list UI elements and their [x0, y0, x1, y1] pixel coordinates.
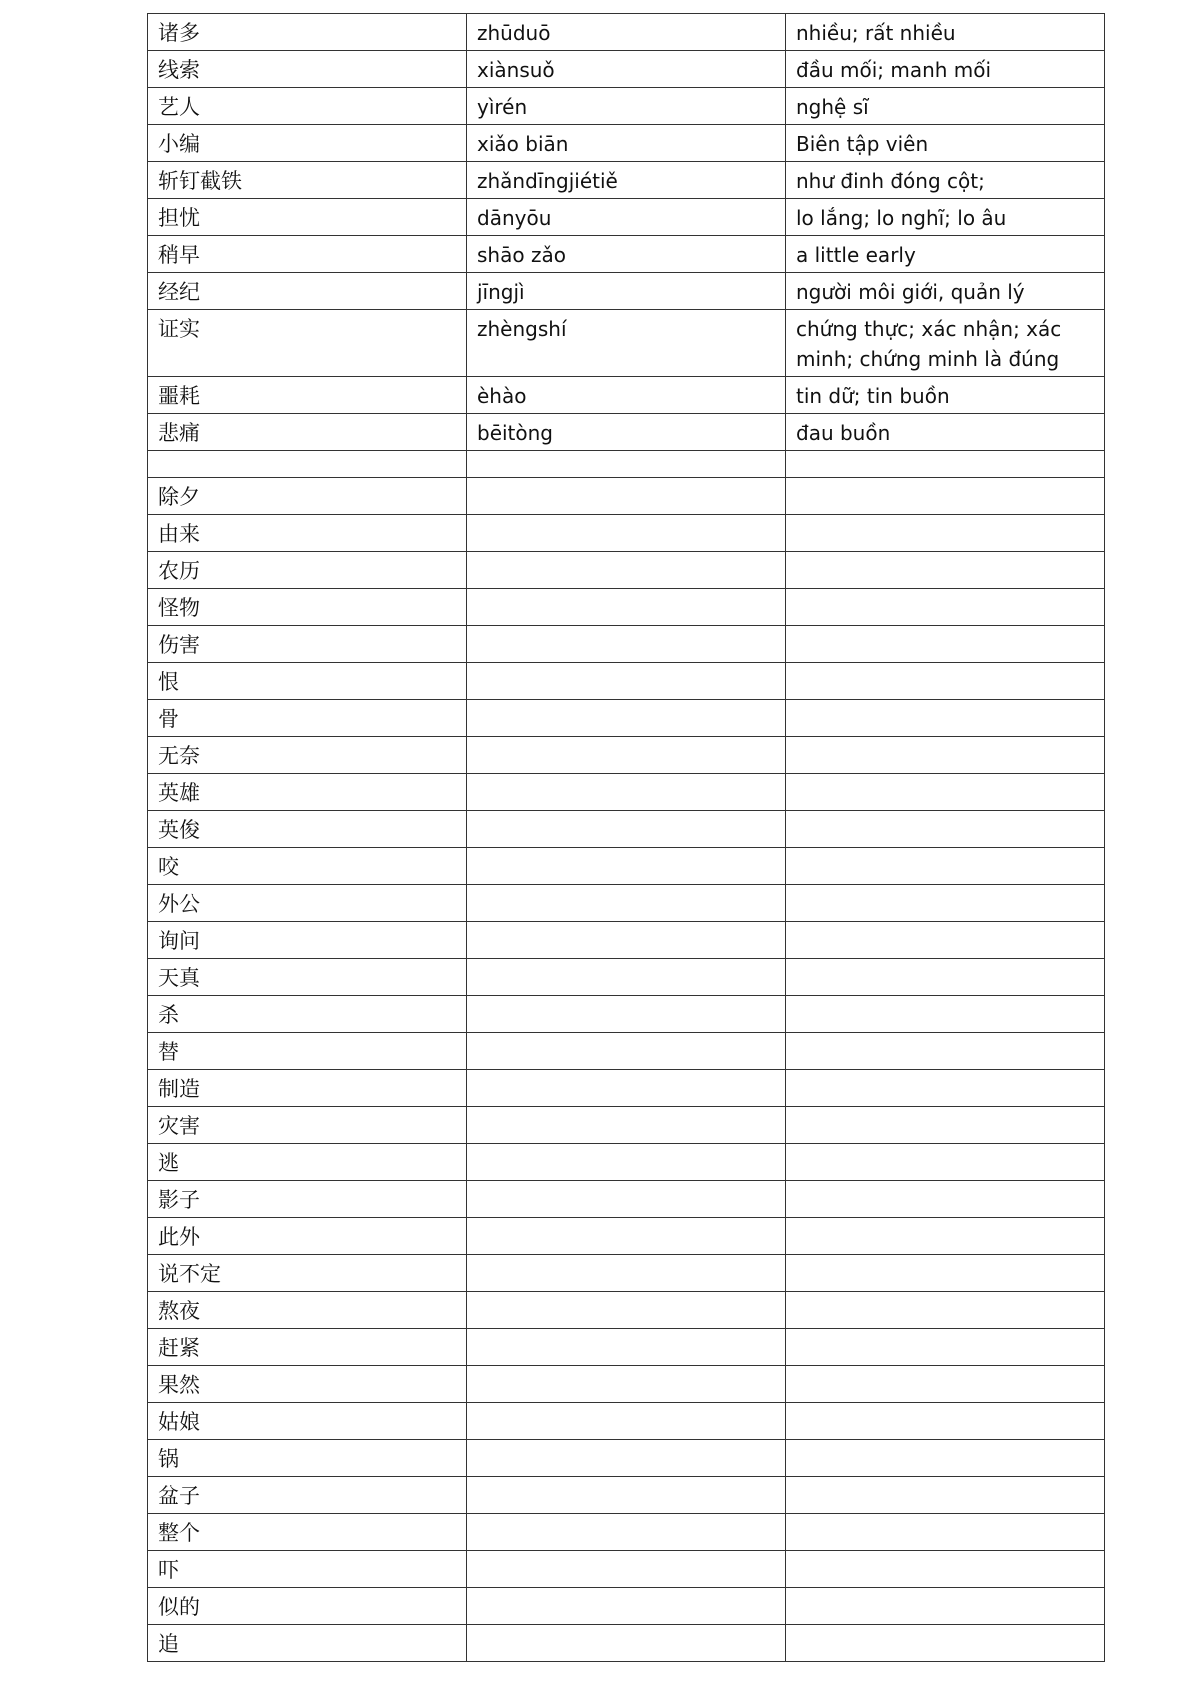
- meaning-cell: lo lắng; lo nghĩ; lo âu: [786, 199, 1105, 236]
- pinyin-cell: [467, 1218, 786, 1255]
- table-row: [148, 478, 1105, 515]
- meaning-cell: [786, 848, 1105, 885]
- table-row: [148, 1070, 1105, 1107]
- meaning-cell: [786, 1292, 1105, 1329]
- table-row: [148, 1107, 1105, 1144]
- pinyin-cell: [467, 1292, 786, 1329]
- meaning-cell: [786, 1107, 1105, 1144]
- hanzi-cell: 斩钉截铁: [148, 162, 467, 199]
- meaning-cell: nghệ sĩ: [786, 88, 1105, 125]
- pinyin-cell: [467, 1144, 786, 1181]
- meaning-cell: [786, 552, 1105, 589]
- hanzi-cell: 制造: [148, 1070, 467, 1107]
- table-row: [148, 1625, 1105, 1662]
- table-row: [148, 414, 1105, 451]
- table-row: [148, 774, 1105, 811]
- meaning-cell: [786, 1551, 1105, 1588]
- pinyin-cell: èhào: [467, 377, 786, 414]
- table-row: [148, 1033, 1105, 1070]
- table-row: [148, 1218, 1105, 1255]
- pinyin-cell: [467, 663, 786, 700]
- hanzi-cell: 艺人: [148, 88, 467, 125]
- hanzi-cell: 替: [148, 1033, 467, 1070]
- table-row: [148, 1403, 1105, 1440]
- hanzi-cell: 吓: [148, 1551, 467, 1588]
- pinyin-cell: [467, 478, 786, 515]
- hanzi-cell: 恨: [148, 663, 467, 700]
- meaning-cell: [786, 1218, 1105, 1255]
- table-row: [148, 1366, 1105, 1403]
- meaning-cell: [786, 1366, 1105, 1403]
- table-row: [148, 737, 1105, 774]
- hanzi-cell: 英俊: [148, 811, 467, 848]
- table-row: [148, 1144, 1105, 1181]
- meaning-cell: đau buồn: [786, 414, 1105, 451]
- pinyin-cell: xiànsuǒ: [467, 51, 786, 88]
- hanzi-cell: 询问: [148, 922, 467, 959]
- table-row: [148, 1551, 1105, 1588]
- pinyin-cell: [467, 552, 786, 589]
- table-row: [148, 451, 1105, 478]
- table-row: [148, 236, 1105, 273]
- hanzi-cell: 除夕: [148, 478, 467, 515]
- table-row: [148, 1181, 1105, 1218]
- table-row: [148, 162, 1105, 199]
- pinyin-cell: [467, 1181, 786, 1218]
- meaning-cell: [786, 737, 1105, 774]
- meaning-cell: chứng thực; xác nhận; xác minh; chứng minh là đúng: [786, 310, 1105, 377]
- hanzi-cell: 小编: [148, 125, 467, 162]
- hanzi-cell: 怪物: [148, 589, 467, 626]
- table-row: [148, 1292, 1105, 1329]
- meaning-cell: như đinh đóng cột;: [786, 162, 1105, 199]
- hanzi-cell: 稍早: [148, 236, 467, 273]
- pinyin-cell: [467, 811, 786, 848]
- pinyin-cell: xiǎo biān: [467, 125, 786, 162]
- pinyin-cell: [467, 1514, 786, 1551]
- table-row: [148, 552, 1105, 589]
- hanzi-cell: 似的: [148, 1588, 467, 1625]
- hanzi-cell: 果然: [148, 1366, 467, 1403]
- pinyin-cell: [467, 1625, 786, 1662]
- hanzi-cell: 熬夜: [148, 1292, 467, 1329]
- table-row: [148, 589, 1105, 626]
- hanzi-cell: 此外: [148, 1218, 467, 1255]
- hanzi-cell: 锅: [148, 1440, 467, 1477]
- vocabulary-table-body: [148, 14, 1105, 1662]
- table-row: [148, 663, 1105, 700]
- pinyin-cell: [467, 1107, 786, 1144]
- meaning-cell: [786, 1070, 1105, 1107]
- pinyin-cell: [467, 774, 786, 811]
- table-row: [148, 848, 1105, 885]
- table-row: [148, 310, 1105, 377]
- meaning-cell: [786, 515, 1105, 552]
- meaning-cell: [786, 885, 1105, 922]
- hanzi-cell: 经纪: [148, 273, 467, 310]
- table-row: [148, 1588, 1105, 1625]
- pinyin-cell: [467, 737, 786, 774]
- table-row: [148, 51, 1105, 88]
- pinyin-cell: [467, 1033, 786, 1070]
- pinyin-cell: [467, 515, 786, 552]
- hanzi-cell: 外公: [148, 885, 467, 922]
- pinyin-cell: [467, 959, 786, 996]
- hanzi-cell: 无奈: [148, 737, 467, 774]
- table-row: [148, 700, 1105, 737]
- hanzi-cell: 咬: [148, 848, 467, 885]
- meaning-cell: [786, 1440, 1105, 1477]
- pinyin-cell: [467, 1477, 786, 1514]
- meaning-cell: [786, 589, 1105, 626]
- pinyin-cell: [467, 1070, 786, 1107]
- meaning-cell: [786, 774, 1105, 811]
- meaning-cell: tin dữ; tin buồn: [786, 377, 1105, 414]
- table-row: [148, 377, 1105, 414]
- meaning-cell: [786, 996, 1105, 1033]
- table-row: [148, 626, 1105, 663]
- meaning-cell: [786, 478, 1105, 515]
- hanzi-cell: 悲痛: [148, 414, 467, 451]
- pinyin-cell: dānyōu: [467, 199, 786, 236]
- meaning-cell: [786, 1588, 1105, 1625]
- hanzi-cell: 说不定: [148, 1255, 467, 1292]
- pinyin-cell: zhèngshí: [467, 310, 786, 377]
- pinyin-cell: [467, 451, 786, 478]
- hanzi-cell: 线索: [148, 51, 467, 88]
- pinyin-cell: zhǎndīngjiétiě: [467, 162, 786, 199]
- pinyin-cell: [467, 1440, 786, 1477]
- pinyin-cell: [467, 1255, 786, 1292]
- hanzi-cell: 追: [148, 1625, 467, 1662]
- hanzi-cell: 赶紧: [148, 1329, 467, 1366]
- meaning-cell: nhiều; rất nhiều: [786, 14, 1105, 51]
- hanzi-cell: 农历: [148, 552, 467, 589]
- table-row: [148, 125, 1105, 162]
- hanzi-cell: [148, 451, 467, 478]
- hanzi-cell: 噩耗: [148, 377, 467, 414]
- meaning-cell: [786, 1477, 1105, 1514]
- pinyin-cell: yìrén: [467, 88, 786, 125]
- hanzi-cell: 伤害: [148, 626, 467, 663]
- table-row: [148, 88, 1105, 125]
- table-row: [148, 959, 1105, 996]
- meaning-cell: [786, 700, 1105, 737]
- hanzi-cell: 骨: [148, 700, 467, 737]
- table-row: [148, 14, 1105, 51]
- table-row: [148, 922, 1105, 959]
- hanzi-cell: 担忧: [148, 199, 467, 236]
- hanzi-cell: 杀: [148, 996, 467, 1033]
- pinyin-cell: [467, 1329, 786, 1366]
- table-row: [148, 811, 1105, 848]
- pinyin-cell: [467, 996, 786, 1033]
- meaning-cell: đầu mối; manh mối: [786, 51, 1105, 88]
- meaning-cell: a little early: [786, 236, 1105, 273]
- pinyin-cell: [467, 589, 786, 626]
- meaning-cell: [786, 1514, 1105, 1551]
- table-row: [148, 515, 1105, 552]
- meaning-cell: [786, 1329, 1105, 1366]
- pinyin-cell: zhūduō: [467, 14, 786, 51]
- hanzi-cell: 灾害: [148, 1107, 467, 1144]
- hanzi-cell: 证实: [148, 310, 467, 377]
- table-row: [148, 1477, 1105, 1514]
- pinyin-cell: [467, 922, 786, 959]
- hanzi-cell: 姑娘: [148, 1403, 467, 1440]
- meaning-cell: [786, 1181, 1105, 1218]
- meaning-cell: Biên tập viên: [786, 125, 1105, 162]
- pinyin-cell: [467, 1551, 786, 1588]
- pinyin-cell: [467, 1366, 786, 1403]
- pinyin-cell: [467, 1403, 786, 1440]
- meaning-cell: [786, 811, 1105, 848]
- table-row: [148, 199, 1105, 236]
- meaning-cell: [786, 959, 1105, 996]
- meaning-cell: [786, 1255, 1105, 1292]
- hanzi-cell: 由来: [148, 515, 467, 552]
- meaning-cell: [786, 922, 1105, 959]
- hanzi-cell: 整个: [148, 1514, 467, 1551]
- meaning-cell: người môi giới, quản lý: [786, 273, 1105, 310]
- pinyin-cell: [467, 885, 786, 922]
- hanzi-cell: 诸多: [148, 14, 467, 51]
- table-row: [148, 1440, 1105, 1477]
- hanzi-cell: 盆子: [148, 1477, 467, 1514]
- meaning-cell: [786, 663, 1105, 700]
- meaning-cell: [786, 1144, 1105, 1181]
- hanzi-cell: 影子: [148, 1181, 467, 1218]
- hanzi-cell: 天真: [148, 959, 467, 996]
- pinyin-cell: shāo zǎo: [467, 236, 786, 273]
- meaning-cell: [786, 451, 1105, 478]
- pinyin-cell: [467, 626, 786, 663]
- pinyin-cell: [467, 848, 786, 885]
- vocabulary-table: [147, 13, 1105, 1662]
- hanzi-cell: 逃: [148, 1144, 467, 1181]
- meaning-cell: [786, 626, 1105, 663]
- hanzi-cell: 英雄: [148, 774, 467, 811]
- table-row: [148, 1514, 1105, 1551]
- pinyin-cell: [467, 700, 786, 737]
- table-row: [148, 273, 1105, 310]
- meaning-cell: [786, 1403, 1105, 1440]
- table-row: [148, 1329, 1105, 1366]
- table-row: [148, 996, 1105, 1033]
- pinyin-cell: [467, 1588, 786, 1625]
- pinyin-cell: bēitòng: [467, 414, 786, 451]
- table-row: [148, 1255, 1105, 1292]
- meaning-cell: [786, 1033, 1105, 1070]
- meaning-cell: [786, 1625, 1105, 1662]
- table-row: [148, 885, 1105, 922]
- pinyin-cell: jīngjì: [467, 273, 786, 310]
